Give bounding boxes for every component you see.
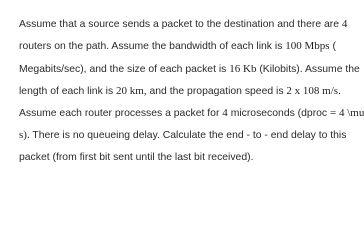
math-value: 100 Mbps <box>285 40 330 53</box>
problem-text: ( <box>332 41 336 53</box>
problem-text: packet (from first bit sent until the last bit received). <box>19 151 254 163</box>
problem-line-7 <box>19 147 349 169</box>
math-value: 4 <box>222 107 228 120</box>
math-value: = 4 \mu <box>330 107 364 120</box>
math-value: 20 km, <box>116 84 147 97</box>
math-value: s). <box>19 129 30 142</box>
problem-line-1 <box>19 13 349 35</box>
problem-text: Megabits/sec), and the size of each packet is <box>19 63 227 75</box>
math-value: 2 x 108 m/s. <box>286 84 341 97</box>
math-value: 16 Kb <box>229 62 257 75</box>
problem-line-6 <box>19 124 349 146</box>
problem-text: and the propagation speed is <box>149 85 284 97</box>
math-value: 4 <box>341 18 348 30</box>
problem-text: (Kilobits). Assume the <box>259 63 360 75</box>
problem-text: There is no queueing delay. Calculate the end - to - end delay to this <box>32 130 347 142</box>
problem-line-4 <box>19 80 349 102</box>
problem-text: length of each link is <box>19 85 114 97</box>
problem-line-5 <box>19 102 364 124</box>
problem-statement <box>19 13 364 169</box>
problem-text: routers on the path. Assume the bandwidth of each link is <box>19 41 283 53</box>
problem-text: microseconds (dproc <box>230 108 328 120</box>
problem-text: Assume each router processes a packet for <box>19 108 220 120</box>
problem-text: Assume that a source sends a packet to the destination and there are <box>19 19 339 30</box>
problem-line-3 <box>19 58 360 80</box>
problem-line-2 <box>19 35 349 57</box>
